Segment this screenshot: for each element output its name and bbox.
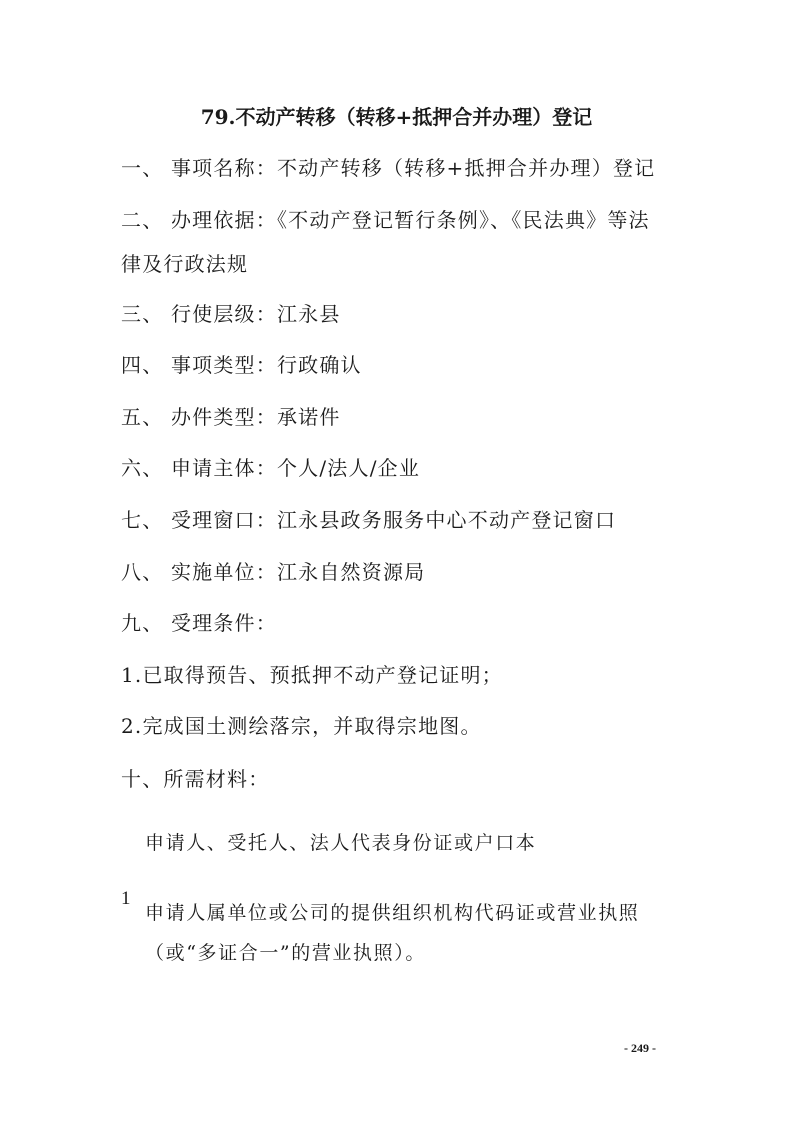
condition-1: 1.已取得预告、预抵押不动产登记证明； bbox=[121, 663, 503, 687]
item-conditions: 九、 受理条件： bbox=[121, 611, 277, 635]
material-id-line: 申请人、受托人、法人代表身份证或户口本 bbox=[145, 832, 537, 854]
item-exercise-level: 三、 行使层级：江永县 bbox=[121, 302, 341, 326]
material-number: 1 bbox=[121, 888, 131, 909]
item-event-type: 四、 事项类型：行政确认 bbox=[121, 353, 362, 377]
item-legal-basis: 二、 办理依据：《不动产登记暂行条例》、《民法典》等法 bbox=[121, 208, 650, 232]
item-unit: 八、 实施单位：江永自然资源局 bbox=[121, 560, 426, 584]
item-event-name: 一、 事项名称：不动产转移（转移+抵押合并办理）登记 bbox=[121, 156, 656, 180]
page-number: - 249 - bbox=[624, 1041, 656, 1055]
material-license-line-cont: （或“多证合一”的营业执照）。 bbox=[145, 942, 426, 964]
item-legal-basis-cont: 律及行政法规 bbox=[121, 252, 249, 276]
material-license-line: 申请人属单位或公司的提供组织机构代码证或营业执照 bbox=[145, 902, 640, 924]
item-window: 七、 受理窗口：江永县政务服务中心不动产登记窗口 bbox=[121, 508, 617, 532]
item-applicant: 六、 申请主体：个人/法人/企业 bbox=[121, 456, 421, 480]
condition-2: 2.完成国土测绘落宗，并取得宗地图。 bbox=[121, 714, 482, 738]
page-title: 79.不动产转移（转移+抵押合并办理）登记 bbox=[200, 105, 593, 129]
item-materials: 十、所需材料： bbox=[121, 767, 270, 791]
item-case-type: 五、 办件类型：承诺件 bbox=[121, 405, 341, 429]
